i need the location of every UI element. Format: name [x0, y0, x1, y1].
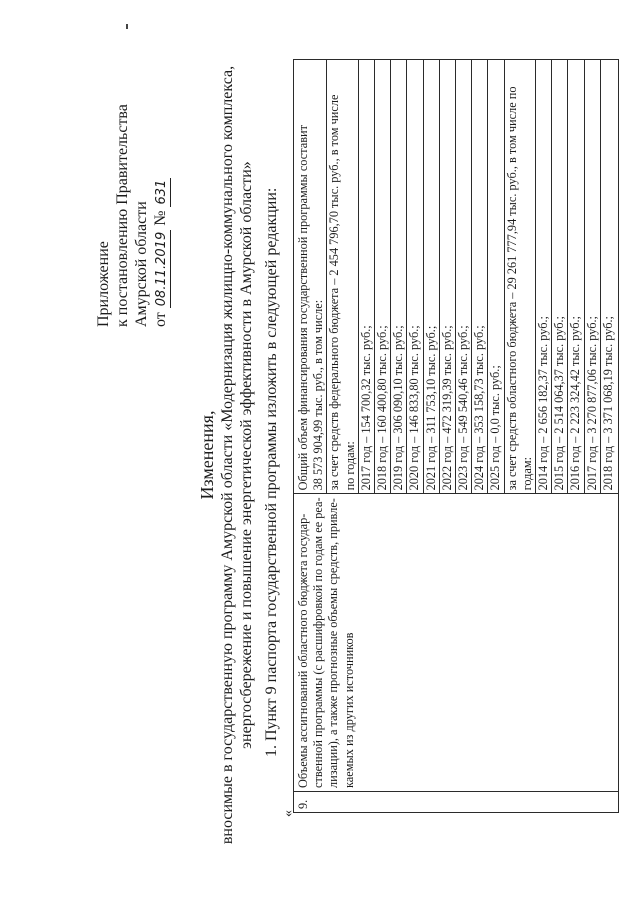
table-row	[294, 60, 619, 813]
title-line: вносимые в государственную программу Амурской области «Модернизация жилищно-коммунального комплекса,	[219, 65, 236, 845]
total-line: 38 573 904,99 тыс. руб., в том числе:	[311, 60, 327, 493]
document-title	[196, 65, 256, 845]
title-line: энергосбережение и повышение энергетической эффективности в Амурской области»	[238, 161, 255, 749]
federal-line: по годам:	[343, 60, 359, 493]
regional-year-item: 2015 год – 2 514 064,37 тыс. руб.;	[552, 60, 568, 493]
row-name-line: каемых из других источников	[341, 632, 356, 788]
appendix-line: Амурской области	[133, 201, 150, 327]
passport-table	[293, 59, 619, 813]
federal-year-item: 2025 год – 0,0 тыс. руб.;	[488, 60, 504, 493]
federal-year-item: 2019 год – 306 090,10 тыс. руб.;	[391, 60, 407, 493]
federal-year-item: 2017 год – 154 700,32 тыс. руб.;	[359, 60, 375, 493]
number-sign: №	[152, 210, 169, 226]
regional-year-item: 2014 год – 2 656 182,37 тыс. руб.;	[536, 60, 552, 493]
regional-year-item: 2017 год – 3 270 877,06 тыс. руб.;	[585, 60, 601, 493]
federal-year-item: 2021 год – 311 753,10 тыс. руб.;	[424, 60, 440, 493]
regional-year-item: 2016 год – 2 223 324,42 тыс. руб.;	[568, 60, 584, 493]
appendix-line: Приложение	[95, 241, 112, 327]
federal-year-item: 2023 год – 549 540,46 тыс. руб.;	[456, 60, 472, 493]
appendix-date-line	[151, 67, 171, 327]
appendix-line: к постановлению Правительства	[114, 104, 131, 327]
federal-year-item: 2022 год – 472 319,39 тыс. руб.;	[440, 60, 456, 493]
opening-quote: «	[281, 810, 296, 817]
regional-year-item: 2018 год – 3 371 068,19 тыс. руб.;	[600, 316, 615, 491]
scan-mark	[126, 24, 128, 29]
total-line: Общий объем финансирования государственной программы составит	[296, 125, 310, 491]
regional-line: годам:	[520, 60, 536, 493]
handwritten-date: 08.11.2019	[154, 231, 169, 307]
row-name-cell	[294, 494, 619, 792]
regional-line: за счет средств областного бюджета – 29 261 777,94 тыс. руб., в том числе по	[504, 86, 519, 491]
federal-year-item: 2018 год – 160 400,80 тыс. руб.;	[375, 60, 391, 493]
row-name-line: Объемы ассигнований областного бюджета государ-	[296, 513, 310, 788]
instruction-text: 1. Пункт 9 паспорта государственной программы изложить в следующей редакции:	[263, 187, 280, 757]
federal-line: за счет средств федерального бюджета – 2 454 796,70 тыс. руб., в том числе	[327, 94, 342, 491]
federal-year-item: 2024 год – 353 158,73 тыс. руб.;	[472, 60, 488, 493]
row-name-line: лизации), а также прогнозные объемы средств, привле-	[326, 498, 341, 788]
appendix-block	[94, 67, 171, 327]
row-number: 9.	[294, 792, 619, 813]
federal-year-item: 2020 год – 146 833,80 тыс. руб.;	[407, 60, 423, 493]
handwritten-number: 631	[154, 179, 169, 205]
row-value-cell	[294, 60, 619, 494]
title-heading: Изменения,	[197, 410, 217, 500]
appendix-date-prefix: от	[152, 312, 169, 327]
row-name-line: ственной программы (с расшифровкой по годам ее реа-	[311, 497, 326, 788]
